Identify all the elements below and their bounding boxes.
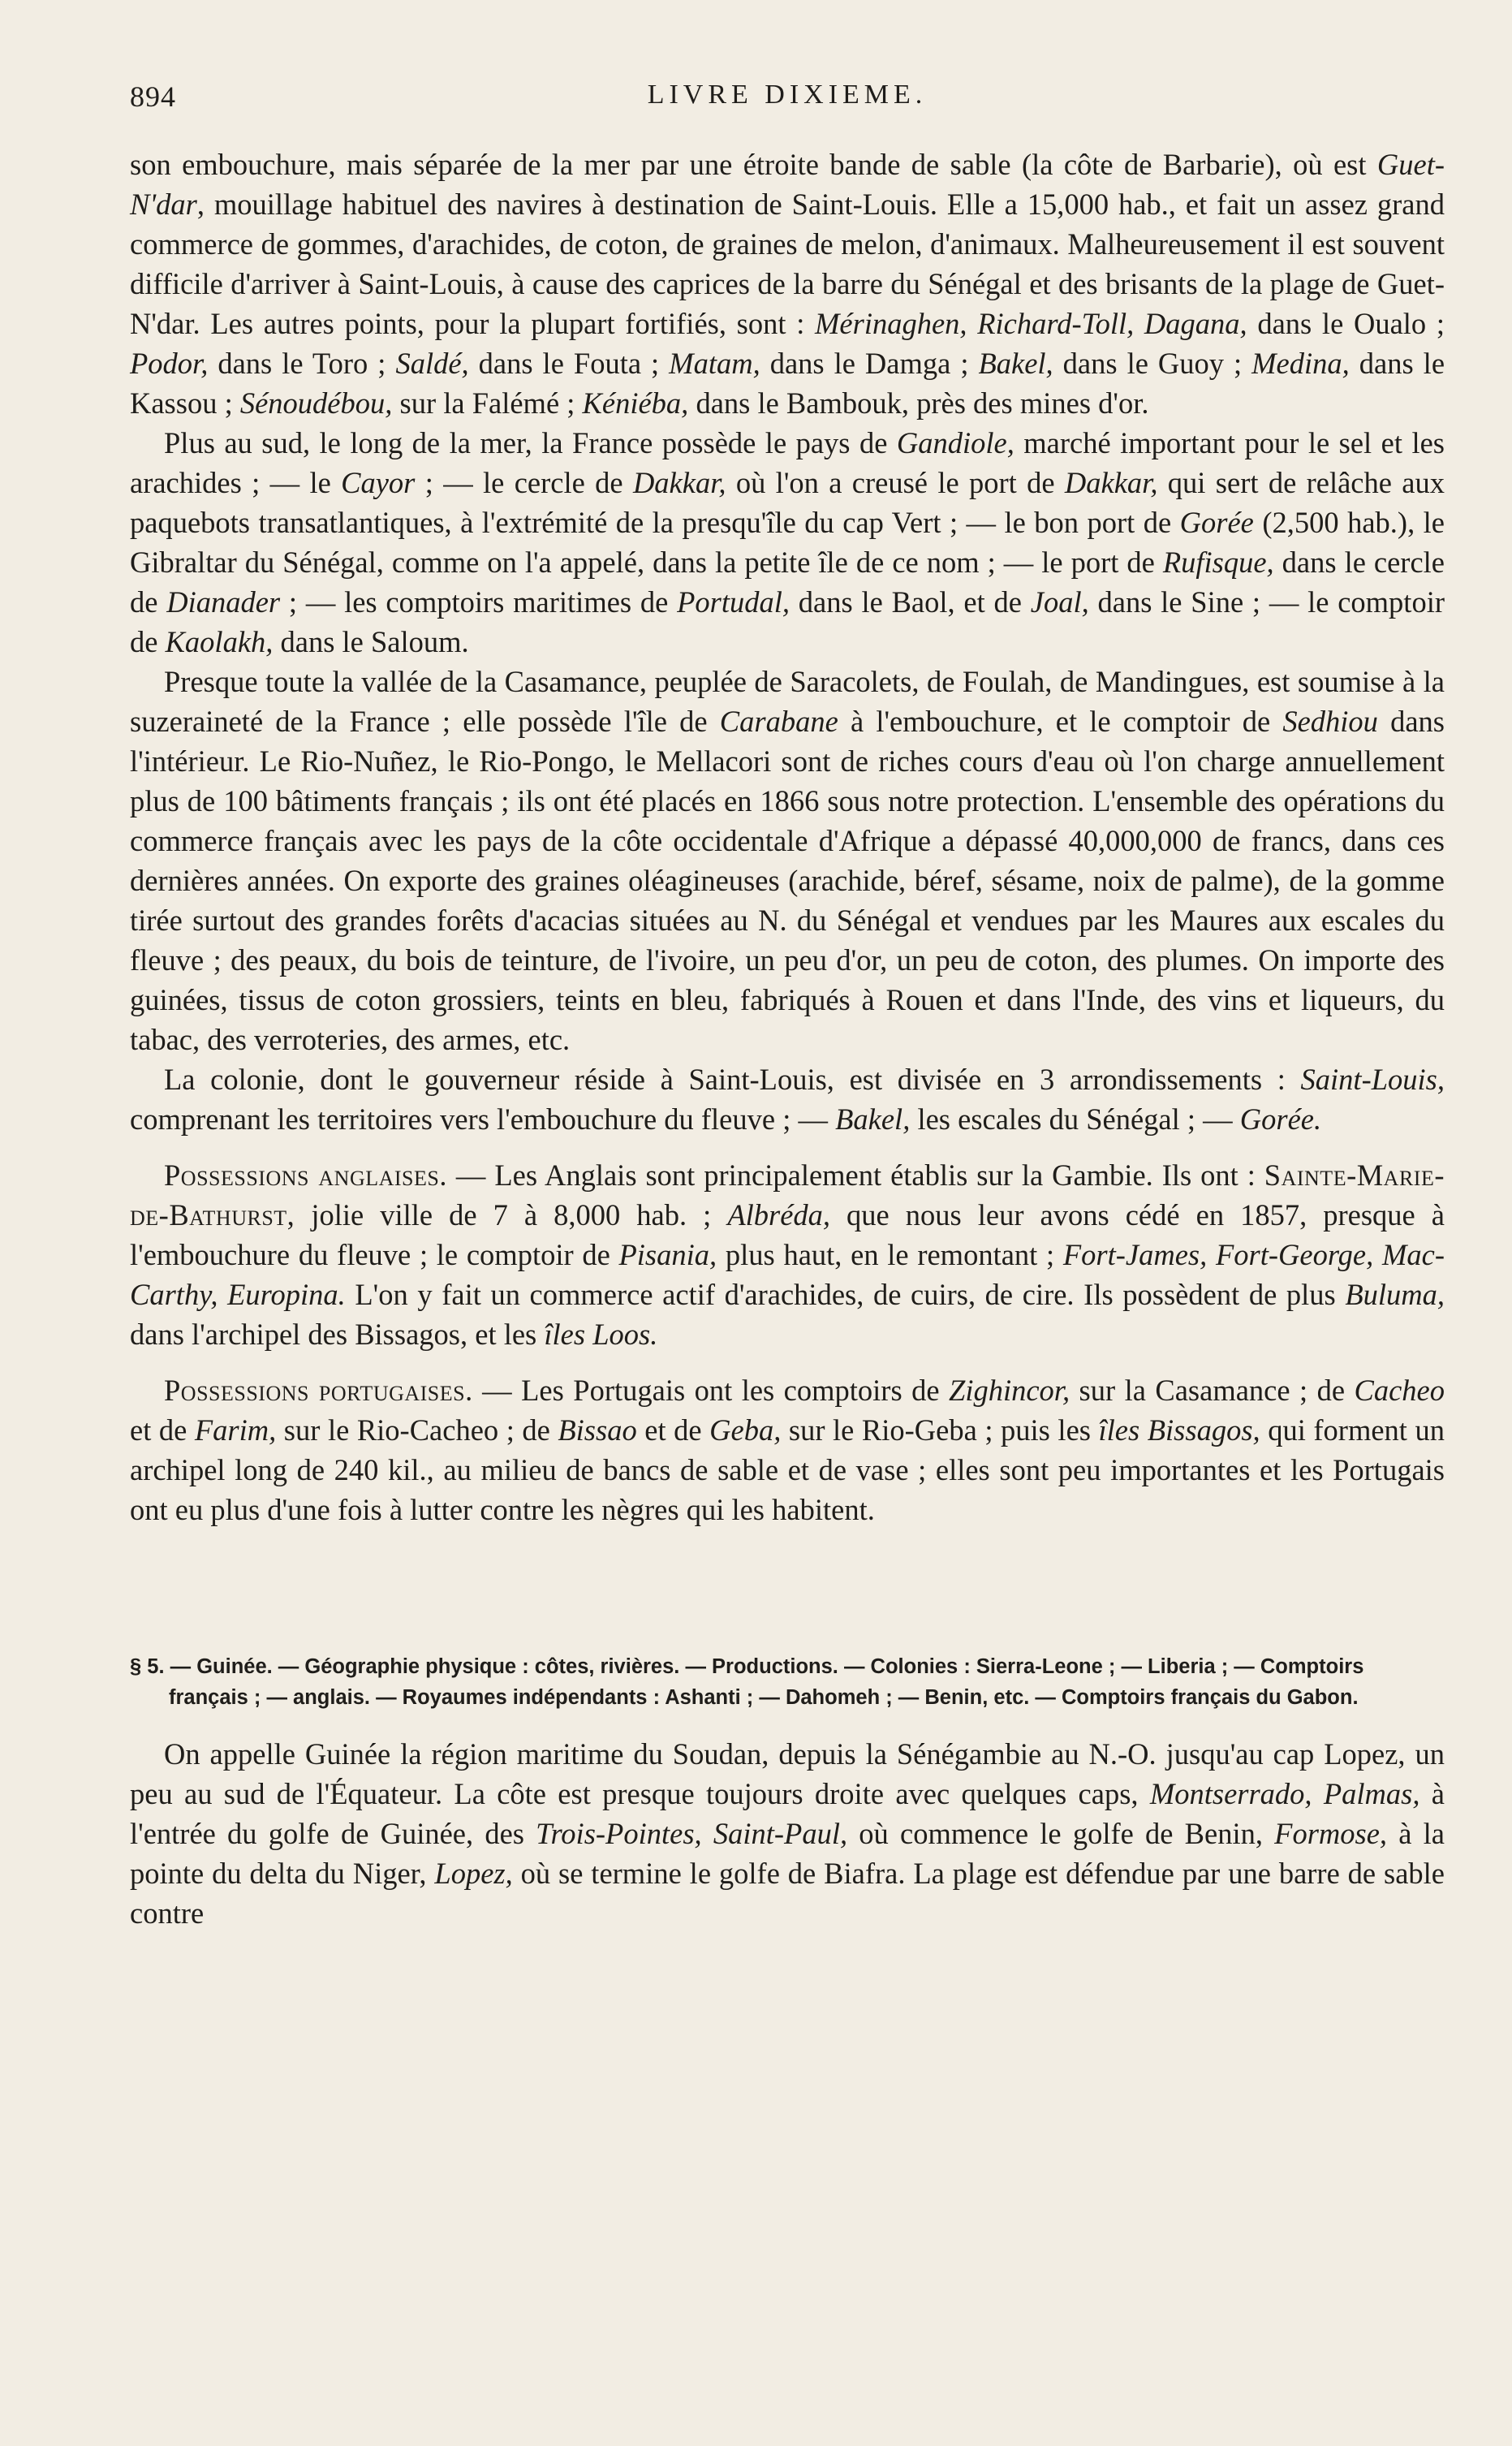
place-name: Albréda, bbox=[727, 1198, 831, 1232]
text-run: où se termine le golfe de Biafra. La plage est défendue par une barre de sable contre bbox=[130, 1856, 1445, 1930]
text-run: dans le Guoy ; bbox=[1053, 347, 1252, 380]
text-run: dans le Saloum. bbox=[273, 625, 469, 658]
text-run: sur le Rio-Cacheo ; de bbox=[276, 1413, 558, 1447]
text-run: que nous leur avons cédé en 1857, presque à l'embouchure du fleuve ; le comptoir de bbox=[130, 1198, 1445, 1271]
text-run: comprenant les territoires vers l'embouchure du fleuve ; — bbox=[130, 1102, 836, 1136]
place-name: Saldé, bbox=[395, 347, 469, 380]
place-name: Pisania, bbox=[618, 1238, 717, 1271]
page-body bbox=[130, 145, 1445, 1933]
place-name: îles Bissagos, bbox=[1098, 1413, 1260, 1447]
place-name: Gorée bbox=[1179, 506, 1254, 539]
place-name: Fort-James, Fort-George, Mac-Carthy, Europina. bbox=[130, 1238, 1445, 1311]
place-name: Buluma, bbox=[1345, 1278, 1445, 1311]
text-run: dans le Bambouk, près des mines d'or. bbox=[688, 386, 1149, 420]
place-name: Trois-Pointes, Saint-Paul, bbox=[536, 1816, 848, 1850]
text-run: La colonie, dont le gouverneur réside à Saint-Louis, est divisée en 3 arrondissements : bbox=[164, 1063, 1301, 1096]
text-run: dans le Damga ; bbox=[760, 347, 979, 380]
text-run: dans le Sine ; — le comptoir de bbox=[130, 585, 1445, 658]
text-run: dans le Baol, et de bbox=[790, 585, 1031, 619]
text-run: L'on y fait un commerce actif d'arachides, de cuirs, de cire. Ils possèdent de plus bbox=[345, 1278, 1346, 1311]
text-run: marché important pour le sel et les arachides ; — le bbox=[130, 426, 1445, 499]
page-number: 894 bbox=[130, 80, 176, 113]
text-run: — Les Anglais sont principalement établis sur la Gambie. Ils ont : bbox=[446, 1158, 1264, 1192]
place-name: Bakel, bbox=[978, 347, 1053, 380]
place-name: Guet-N'dar bbox=[130, 148, 1445, 221]
place-name: Montserrado, Palmas, bbox=[1149, 1776, 1420, 1810]
text-run: , mouillage habituel des navires à destination de Saint-Louis. Elle a 15,000 hab., et fait un assez grand commerce de gommes, d'arachides, de coton, de graines de melon, d'animaux. Malheureusement il est souvent difficile d'arriver à Saint-Louis, à cause des caprices de la barre du Sénégal et des brisants de la plage de Guet-N'dar. Les autres points, pour la plupart fortifiés, sont : bbox=[130, 188, 1445, 340]
paragraph-portuguese-possessions bbox=[130, 1370, 1445, 1529]
place-name: Cacheo bbox=[1354, 1374, 1445, 1407]
page-header bbox=[130, 80, 1445, 128]
text-run: ; — les comptoirs maritimes de bbox=[280, 585, 678, 619]
place-name: îles Loos. bbox=[544, 1318, 658, 1351]
text-run: plus haut, en le remontant ; bbox=[717, 1238, 1063, 1271]
text-run: et de bbox=[130, 1413, 195, 1447]
text-run: les escales du Sénégal ; — bbox=[910, 1102, 1240, 1136]
section-lead: Possessions portugaises. bbox=[164, 1374, 473, 1407]
place-name: Cayor bbox=[341, 466, 416, 499]
text-run: et de bbox=[636, 1413, 710, 1447]
text-run: dans le Fouta ; bbox=[468, 347, 670, 380]
text-run: ; — le cercle de bbox=[415, 466, 633, 499]
text-run: qui sert de relâche aux paquebots transatlantiques, à l'extrémité de la presqu'île du cap Vert ; — le bon port de bbox=[130, 466, 1445, 539]
place-name: Farim, bbox=[194, 1413, 277, 1447]
place-name: Geba, bbox=[709, 1413, 782, 1447]
text-run: On appelle Guinée la région maritime du Soudan, depuis la Sénégambie au N.-O. jusqu'au cap Lopez, un peu au sud de l'Équateur. La côte est presque toujours droite avec quelques caps, bbox=[130, 1736, 1445, 1810]
section-summary: § 5. — Guinée. — Géographie physique : côtes, rivières. — Productions. — Colonies : Sierra-Leone ; — Liberia ; — Comptoirs français ; — anglais. — Royaumes indépendants : Ashanti ; — Dahomeh ; — Benin, etc. — Comptoirs français du Gabon. bbox=[130, 1655, 1364, 1709]
paragraph-coast-south bbox=[130, 423, 1445, 662]
text-run: dans l'intérieur. Le Rio-Nuñez, le Rio-Pongo, le Mellacori sont de riches cours d'eau où l'on charge annuellement plus de 100 bâtiments français ; ils ont été placés en 1866 sous notre protection. L'ensemble des opérations du commerce français avec les pays de la côte occidentale d'Afrique a dépassé 40,000,000 de francs, dans ces dernières années. On exporte des graines oléagineuses (arachide, béref, sésame, noix de palme), de la gomme tirée surtout des grandes forêts d'acacias situées au N. du Sénégal et vendues par les Maures aux escales du fleuve ; des peaux, du bois de teinture, de l'ivoire, un peu d'or, un peu de coton, des plumes. On importe des guinées, tissus de coton grossiers, teints en bleu, fabriqués à Rouen et dans l'Inde, des vins et liqueurs, du tabac, des verroteries, des armes, etc. bbox=[130, 705, 1445, 1056]
paragraph-guinea-intro bbox=[130, 1734, 1445, 1933]
place-name: Joal, bbox=[1030, 585, 1089, 619]
place-name: Dakkar, bbox=[1064, 466, 1158, 499]
place-name: Dakkar, bbox=[632, 466, 726, 499]
place-name: Zighincor, bbox=[949, 1374, 1070, 1407]
text-run: à l'entrée du golfe de Guinée, des bbox=[130, 1776, 1445, 1850]
text-run: (2,500 hab.), le Gibraltar du Sénégal, comme on l'a appelé, dans la petite île de ce nom ; — le port de bbox=[130, 506, 1445, 579]
text-run: à la pointe du delta du Niger, bbox=[130, 1816, 1445, 1890]
paragraph-casamance bbox=[130, 662, 1445, 1059]
place-name: Formose, bbox=[1274, 1816, 1388, 1850]
place-name: Podor, bbox=[130, 347, 209, 380]
place-name: Gandiole, bbox=[896, 426, 1014, 459]
text-run: sur la Casamance ; de bbox=[1070, 1374, 1355, 1407]
text-run: jolie ville de 7 à 8,000 hab. ; bbox=[295, 1198, 728, 1232]
text-run: dans le Toro ; bbox=[208, 347, 396, 380]
text-run: à l'embouchure, et le comptoir de bbox=[838, 705, 1283, 738]
place-name: Gorée. bbox=[1239, 1102, 1322, 1136]
place-name: Bissao bbox=[558, 1413, 637, 1447]
town-name: Sainte-Marie-de-Bathurst, bbox=[130, 1158, 1445, 1232]
text-run: — Les Portugais ont les comptoirs de bbox=[472, 1374, 950, 1407]
place-name: Bakel, bbox=[835, 1102, 911, 1136]
place-name: Sénoudébou, bbox=[239, 386, 393, 420]
place-name: Portudal, bbox=[677, 585, 790, 619]
text-run: son embouchure, mais séparée de la mer par une étroite bande de sable (la côte de Barbarie), où est bbox=[130, 148, 1377, 181]
place-name: Kaolakh, bbox=[165, 625, 274, 658]
place-name: Carabane bbox=[719, 705, 838, 738]
place-name: Matam, bbox=[669, 347, 760, 380]
place-name: Mérinaghen, Richard-Toll, Dagana, bbox=[815, 307, 1247, 340]
text-run: dans le Oualo ; bbox=[1247, 307, 1445, 340]
section-lead: Possessions anglaises. bbox=[164, 1158, 447, 1192]
text-run: où l'on a creusé le port de bbox=[726, 466, 1065, 499]
text-run: sur la Falémé ; bbox=[392, 386, 583, 420]
place-name: Dianader bbox=[166, 585, 281, 619]
text-run: Plus au sud, le long de la mer, la France possède le pays de bbox=[164, 426, 897, 459]
text-run: dans le cercle de bbox=[130, 546, 1445, 619]
place-name: Sedhiou bbox=[1282, 705, 1378, 738]
place-name: Medina, bbox=[1251, 347, 1350, 380]
text-run: où commence le golfe de Benin, bbox=[847, 1816, 1275, 1850]
text-run: qui forment un archipel long de 240 kil., au milieu de bancs de sable et de vase ; elles sont peu importantes et les Portugais ont eu plus d'une fois à lutter contre les nègres qui les habitent. bbox=[130, 1413, 1445, 1526]
place-name: Saint-Louis, bbox=[1300, 1063, 1445, 1096]
paragraph-colony bbox=[130, 1059, 1445, 1139]
text-run: dans l'archipel des Bissagos, et les bbox=[130, 1318, 545, 1351]
paragraph-english-possessions bbox=[130, 1155, 1445, 1354]
text-run: sur le Rio-Geba ; puis les bbox=[781, 1413, 1099, 1447]
text-run: dans le Kassou ; bbox=[130, 347, 1445, 420]
paragraph-senegal-posts bbox=[130, 145, 1445, 423]
place-name: Lopez, bbox=[434, 1856, 513, 1890]
text-run: Presque toute la vallée de la Casamance, peuplée de Saracolets, de Foulah, de Mandingues, est soumise à la suzeraineté de la France ; elle possède l'île de bbox=[130, 665, 1445, 738]
place-name: Kéniéba, bbox=[582, 386, 689, 420]
place-name: Rufisque, bbox=[1162, 546, 1274, 579]
running-head: LIVRE DIXIEME. bbox=[647, 80, 928, 110]
